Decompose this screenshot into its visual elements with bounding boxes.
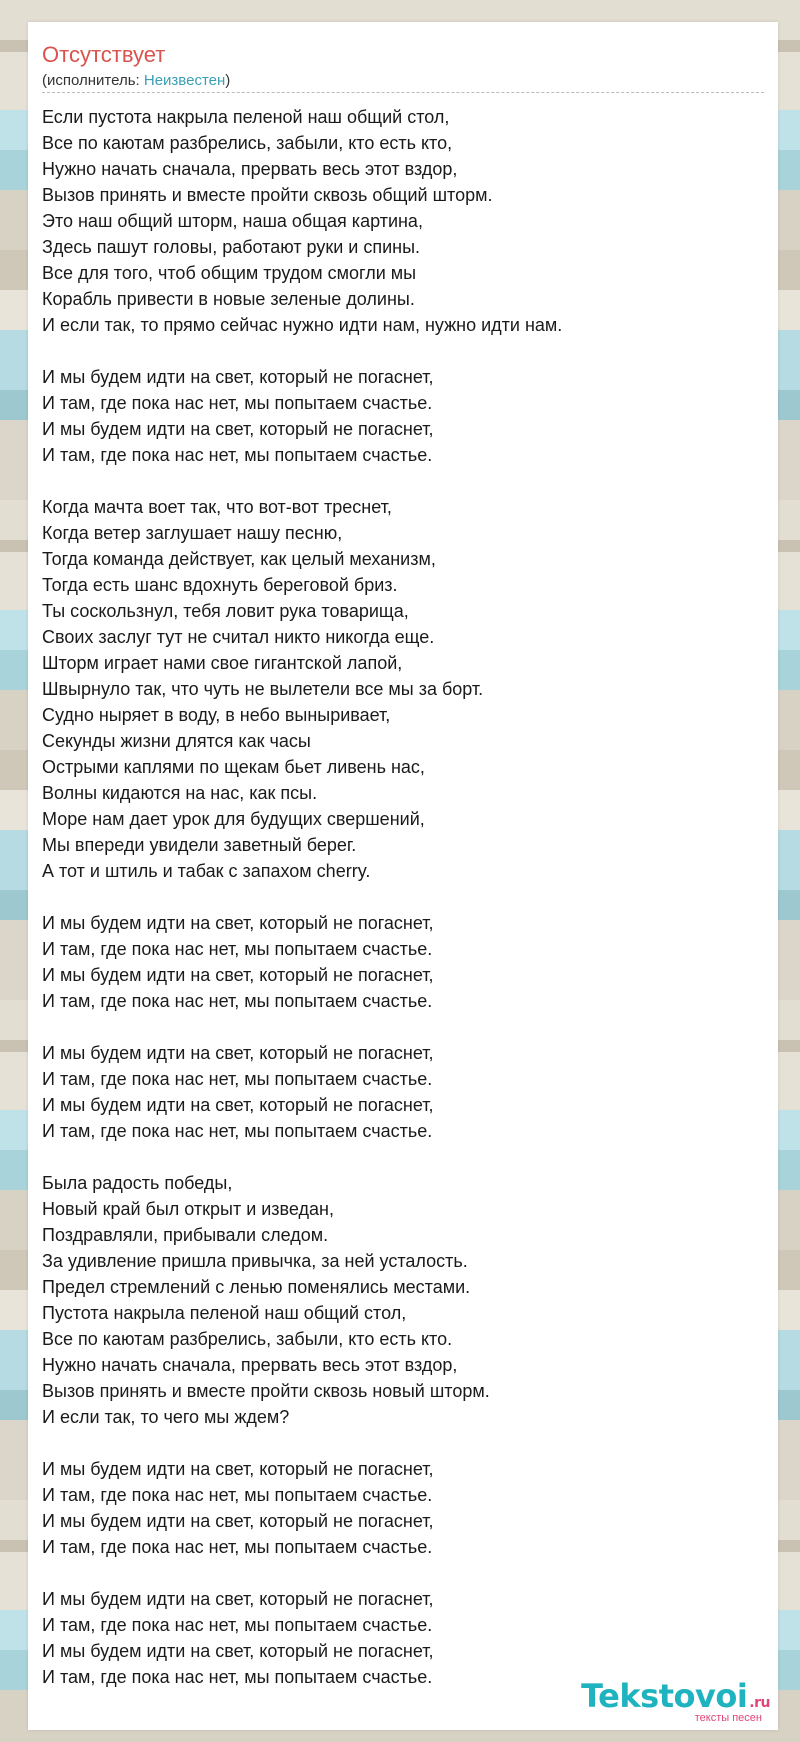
stanza-break <box>42 884 762 910</box>
lyric-line: Тогда есть шанс вдохнуть береговой бриз. <box>42 575 398 595</box>
lyric-line: И там, где пока нас нет, мы попытаем счастье. <box>42 1485 433 1505</box>
lyric-line: И мы будем идти на свет, который не погаснет, <box>42 1095 434 1115</box>
site-logo[interactable] <box>581 1677 770 1724</box>
lyric-line: Если пустота накрыла пеленой наш общий стол, <box>42 107 450 127</box>
artist-suffix: ) <box>225 72 231 89</box>
lyric-line: Швырнуло так, что чуть не вылетели все мы за борт. <box>42 679 484 699</box>
lyric-line: И там, где пока нас нет, мы попытаем счастье. <box>42 393 433 413</box>
lyric-line: За удивление пришла привычка, за ней усталость. <box>42 1251 468 1271</box>
lyric-line: Море нам дает урок для будущих свершений, <box>42 809 425 829</box>
lyric-line: И там, где пока нас нет, мы попытаем счастье. <box>42 1069 433 1089</box>
lyric-line: Своих заслуг тут не считал никто никогда еще. <box>42 627 435 647</box>
lyric-line: И если так, то прямо сейчас нужно идти нам, нужно идти нам. <box>42 315 563 335</box>
lyric-line: И мы будем идти на свет, который не погаснет, <box>42 965 434 985</box>
lyric-line: Когда ветер заглушает нашу песню, <box>42 523 343 543</box>
lyric-line: Здесь пашут головы, работают руки и спины. <box>42 237 421 257</box>
lyric-line: И мы будем идти на свет, который не погаснет, <box>42 367 434 387</box>
lyric-line: И мы будем идти на свет, который не погаснет, <box>42 1459 434 1479</box>
lyric-line: Все для того, чтоб общим трудом смогли мы <box>42 263 417 283</box>
lyric-line: Нужно начать сначала, прервать весь этот вздор, <box>42 159 458 179</box>
lyric-line: Мы впереди увидели заветный берег. <box>42 835 357 855</box>
lyric-line: И там, где пока нас нет, мы попытаем счастье. <box>42 1121 433 1141</box>
lyric-line: И мы будем идти на свет, который не погаснет, <box>42 419 434 439</box>
logo-main-text: Tekstovoi <box>581 1677 748 1715</box>
title-divider <box>42 92 764 93</box>
lyric-line: Все по каютам разбрелись, забыли, кто есть кто. <box>42 1329 453 1349</box>
lyric-line: Вызов принять и вместе пройти сквозь общий шторм. <box>42 185 493 205</box>
lyric-line: Когда мачта воет так, что вот-вот треснет, <box>42 497 392 517</box>
artist-link[interactable]: Неизвестен <box>143 72 226 89</box>
lyric-line: Все по каютам разбрелись, забыли, кто есть кто, <box>42 133 453 153</box>
lyric-line: И там, где пока нас нет, мы попытаем счастье. <box>42 1615 433 1635</box>
lyric-line: И мы будем идти на свет, который не погаснет, <box>42 1511 434 1531</box>
lyric-line: Вызов принять и вместе пройти сквозь новый шторм. <box>42 1381 490 1401</box>
logo-wordmark <box>581 1677 770 1715</box>
lyric-line: Тогда команда действует, как целый механизм, <box>42 549 436 569</box>
lyric-line: И если так, то чего мы ждем? <box>42 1407 290 1427</box>
stanza-break <box>42 1560 762 1586</box>
lyric-line: И мы будем идти на свет, который не погаснет, <box>42 913 434 933</box>
lyric-line: Пустота накрыла пеленой наш общий стол, <box>42 1303 407 1323</box>
lyric-line: И мы будем идти на свет, который не погаснет, <box>42 1589 434 1609</box>
lyric-line: Новый край был открыт и изведан, <box>42 1199 334 1219</box>
lyric-line: Предел стремлений с ленью поменялись местами. <box>42 1277 471 1297</box>
stanza-break <box>42 338 762 364</box>
lyric-line: И там, где пока нас нет, мы попытаем счастье. <box>42 991 433 1011</box>
lyric-line: Нужно начать сначала, прервать весь этот вздор, <box>42 1355 458 1375</box>
lyric-line: Шторм играет нами свое гигантской лапой, <box>42 653 403 673</box>
lyric-line: Секунды жизни длятся как часы <box>42 731 311 751</box>
lyric-line: Была радость победы, <box>42 1173 233 1193</box>
lyric-line: Острыми каплями по щекам бьет ливень нас, <box>42 757 425 777</box>
lyric-line: Волны кидаются на нас, как псы. <box>42 783 318 803</box>
artist-prefix: (исполнитель: <box>42 72 144 89</box>
lyrics-body <box>42 104 762 1690</box>
lyric-line: И мы будем идти на свет, который не погаснет, <box>42 1641 434 1661</box>
lyric-line: Корабль привести в новые зеленые долины. <box>42 289 415 309</box>
lyric-line: А тот и штиль и табак с запахом cherry. <box>42 861 371 881</box>
lyric-line: И там, где пока нас нет, мы попытаем счастье. <box>42 939 433 959</box>
stanza-break <box>42 468 762 494</box>
lyric-line: И там, где пока нас нет, мы попытаем счастье. <box>42 1537 433 1557</box>
stanza-break <box>42 1144 762 1170</box>
lyrics-card <box>28 22 778 1730</box>
logo-tld: .ru <box>749 1695 770 1711</box>
lyric-line: Ты соскользнул, тебя ловит рука товарища, <box>42 601 409 621</box>
lyric-line: Это наш общий шторм, наша общая картина, <box>42 211 423 231</box>
lyric-line: Поздравляли, прибывали следом. <box>42 1225 329 1245</box>
artist-line <box>42 72 230 90</box>
lyric-line: И там, где пока нас нет, мы попытаем счастье. <box>42 1667 433 1687</box>
stanza-break <box>42 1014 762 1040</box>
logo-tagline: тексты песен <box>694 1712 762 1724</box>
stanza-break <box>42 1430 762 1456</box>
lyric-line: Судно ныряет в воду, в небо выныривает, <box>42 705 391 725</box>
lyric-line: И там, где пока нас нет, мы попытаем счастье. <box>42 445 433 465</box>
lyric-line: И мы будем идти на свет, который не погаснет, <box>42 1043 434 1063</box>
song-title: Отсутствует <box>42 42 166 67</box>
